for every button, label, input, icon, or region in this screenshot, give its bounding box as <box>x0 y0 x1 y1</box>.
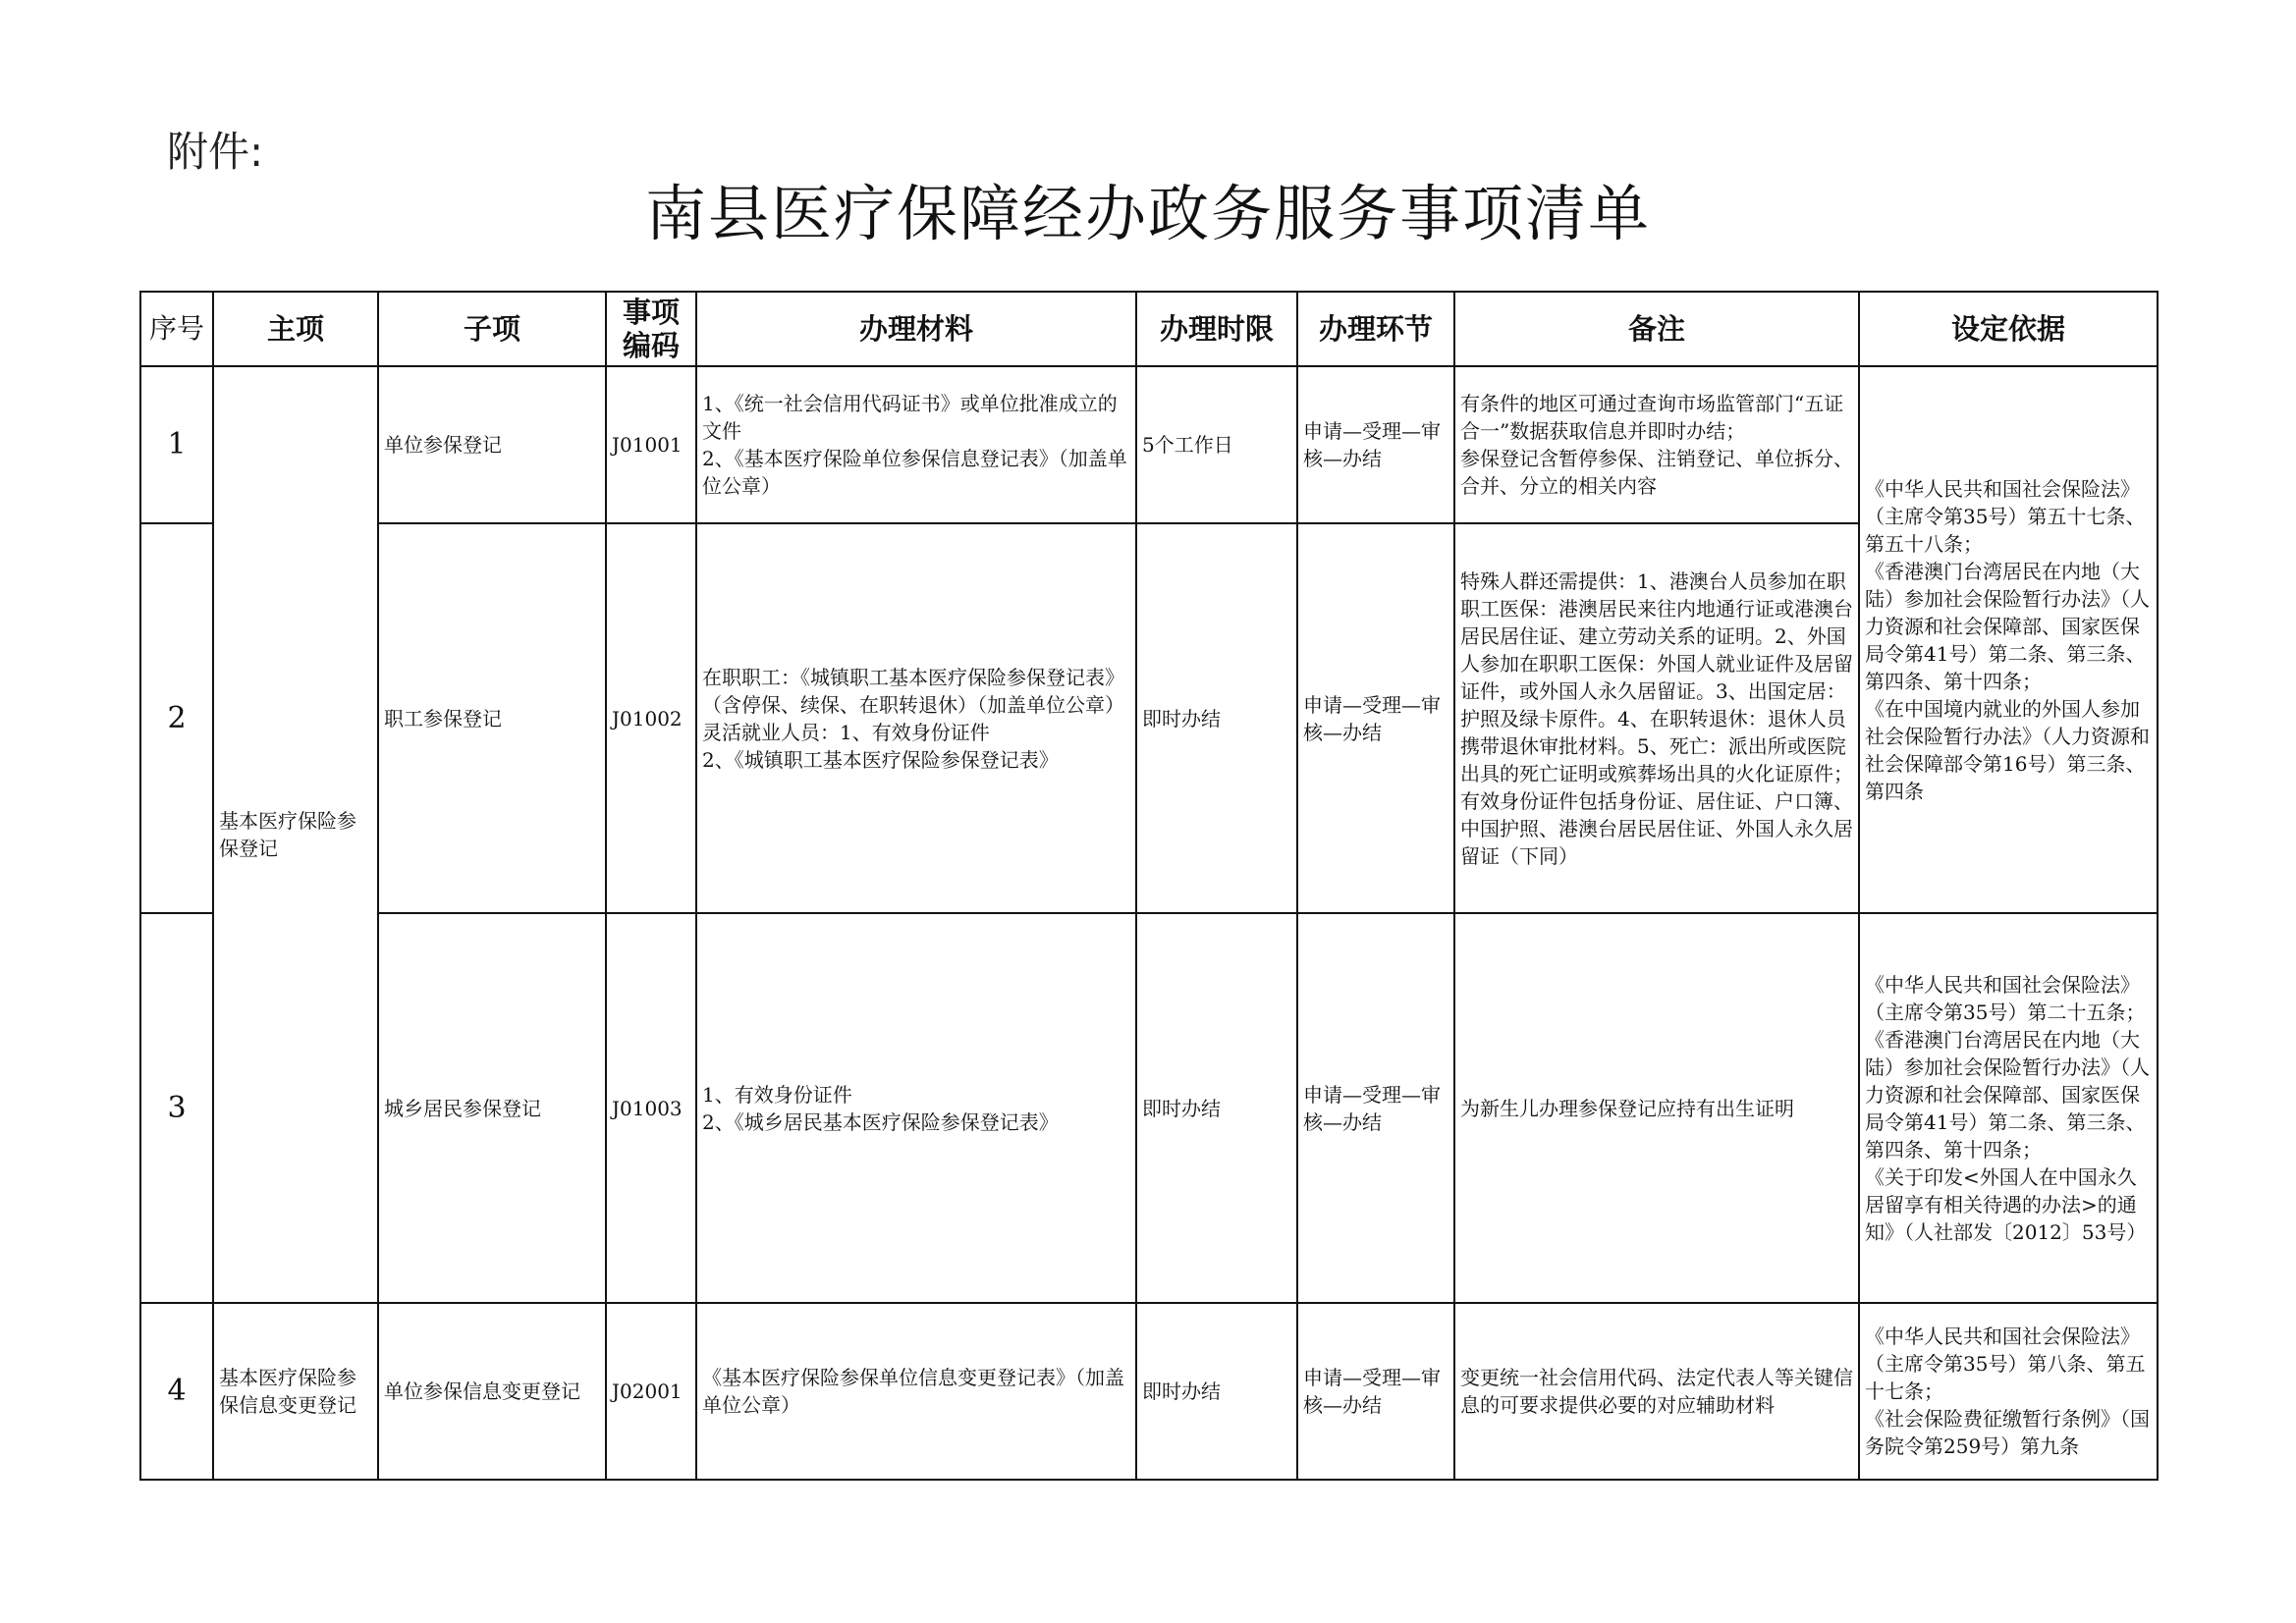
table-row <box>140 913 2158 1303</box>
service-items-table <box>139 291 2159 1481</box>
materials-line: 在职职工：《城镇职工基本医疗保险参保登记表》（含停保、续保、在职转退休）（加盖单位公章） <box>702 665 1124 717</box>
materials-cell <box>696 523 1136 913</box>
row-seq: 3 <box>140 913 213 1303</box>
materials-line: 1、《统一社会信用代码证书》或单位批准成立的文件 <box>702 392 1118 443</box>
sub-item-cell: 单位参保登记 <box>378 366 606 523</box>
materials-line: 1、有效身份证件 <box>702 1082 852 1107</box>
table-row <box>140 523 2158 913</box>
table-header-row <box>140 292 2158 366</box>
header-materials: 办理材料 <box>696 292 1136 366</box>
remarks-line: 有条件的地区可通过查询市场监管部门“五证合一”数据获取信息并即时办结； <box>1460 392 1844 443</box>
materials-line: 灵活就业人员：1、有效身份证件 <box>702 720 990 744</box>
remarks-line: 为新生儿办理参保登记应持有出生证明 <box>1460 1096 1794 1120</box>
materials-line: 2、《城镇职工基本医疗保险参保登记表》 <box>702 747 1059 772</box>
basis-cell <box>1859 1303 2158 1480</box>
document-title: 南县医疗保障经办政务服务事项清单 <box>644 178 1651 249</box>
materials-cell <box>696 366 1136 523</box>
materials-line: 2、《城乡居民基本医疗保险参保登记表》 <box>702 1109 1059 1134</box>
header-process: 办理环节 <box>1297 292 1454 366</box>
materials-cell <box>696 1303 1136 1480</box>
materials-cell <box>696 913 1136 1303</box>
time-limit-cell: 即时办结 <box>1136 523 1297 913</box>
table-row <box>140 366 2158 523</box>
header-time-limit: 办理时限 <box>1136 292 1297 366</box>
basis-line: 《社会保险费征缴暂行条例》（国务院令第259号）第九条 <box>1865 1407 2150 1458</box>
time-limit-cell: 即时办结 <box>1136 913 1297 1303</box>
materials-line: 《基本医疗保险参保单位信息变更登记表》（加盖单位公章） <box>702 1366 1124 1417</box>
code-cell: J01001 <box>606 366 696 523</box>
process-cell: 申请—受理—审核—办结 <box>1297 366 1454 523</box>
remarks-line: 特殊人群还需提供：1、港澳台人员参加在职职工医保：港澳居民来往内地通行证或港澳台居民居住证、建立劳动关系的证明。2、外国人参加在职职工医保：外国人就业证件及居留证件，或外国人永久居留证。3、出国定居：护照及绿卡原件。4、在职转退休：退休人员携带退休审批材料。5、死亡：派出所或医院出具的死亡证明或殡葬场出具的火化证原件； <box>1460 568 1853 785</box>
main-item-cell: 基本医疗保险参保登记 <box>213 366 378 1303</box>
main-item-cell: 基本医疗保险参保信息变更登记 <box>213 1303 378 1480</box>
sub-item-cell: 城乡居民参保登记 <box>378 913 606 1303</box>
materials-line: 2、《基本医疗保险单位参保信息登记表》（加盖单位公章） <box>702 447 1127 498</box>
basis-line: 《中华人民共和国社会保险法》（主席令第35号）第八条、第五十七条； <box>1865 1325 2146 1403</box>
sub-item-cell: 单位参保信息变更登记 <box>378 1303 606 1480</box>
process-cell: 申请—受理—审核—办结 <box>1297 1303 1454 1480</box>
header-code-line1: 事项 <box>622 296 680 329</box>
remarks-line: 参保登记含暂停参保、注销登记、单位拆分、合并、分立的相关内容 <box>1460 447 1853 498</box>
process-cell: 申请—受理—审核—办结 <box>1297 913 1454 1303</box>
basis-line: 《中华人民共和国社会保险法》（主席令第35号）第二十五条； <box>1865 972 2146 1024</box>
header-code <box>606 292 696 366</box>
time-limit-cell: 5个工作日 <box>1136 366 1297 523</box>
remarks-line: 有效身份证件包括身份证、居住证、户口簿、中国护照、港澳台居民居住证、外国人永久居留证（下同） <box>1460 788 1853 868</box>
header-remarks: 备注 <box>1454 292 1859 366</box>
remarks-cell <box>1454 1303 1859 1480</box>
header-seq: 序号 <box>140 292 213 366</box>
row-seq: 2 <box>140 523 213 913</box>
basis-line: 《香港澳门台湾居民在内地（大陆）参加社会保险暂行办法》（人力资源和社会保障部、国家医保局令第41号）第二条、第三条、第四条、第十四条； <box>1865 559 2150 693</box>
remarks-cell <box>1454 523 1859 913</box>
sub-item-cell: 职工参保登记 <box>378 523 606 913</box>
header-main-item: 主项 <box>213 292 378 366</box>
header-sub-item: 子项 <box>378 292 606 366</box>
attachment-label: 附件: <box>167 128 264 176</box>
remarks-cell <box>1454 913 1859 1303</box>
table-row <box>140 1303 2158 1480</box>
basis-line: 《香港澳门台湾居民在内地（大陆）参加社会保险暂行办法》（人力资源和社会保障部、国家医保局令第41号）第二条、第三条、第四条、第十四条； <box>1865 1027 2150 1162</box>
basis-line: 《关于印发<外国人在中国永久居留享有相关待遇的办法>的通知》（人社部发〔2012〕53号） <box>1865 1164 2147 1244</box>
remarks-cell <box>1454 366 1859 523</box>
code-cell: J01003 <box>606 913 696 1303</box>
process-cell: 申请—受理—审核—办结 <box>1297 523 1454 913</box>
time-limit-cell: 即时办结 <box>1136 1303 1297 1480</box>
basis-line: 《在中国境内就业的外国人参加社会保险暂行办法》（人力资源和社会保障部令第16号）第三条、第四条 <box>1865 696 2150 803</box>
basis-cell <box>1859 366 2158 913</box>
row-seq: 1 <box>140 366 213 523</box>
header-code-line2: 编码 <box>622 329 680 362</box>
basis-cell <box>1859 913 2158 1303</box>
code-cell: J02001 <box>606 1303 696 1480</box>
code-cell: J01002 <box>606 523 696 913</box>
row-seq: 4 <box>140 1303 213 1480</box>
header-basis: 设定依据 <box>1859 292 2158 366</box>
remarks-line: 变更统一社会信用代码、法定代表人等关键信息的可要求提供必要的对应辅助材料 <box>1460 1366 1853 1417</box>
basis-line: 《中华人民共和国社会保险法》（主席令第35号）第五十七条、第五十八条； <box>1865 476 2146 556</box>
